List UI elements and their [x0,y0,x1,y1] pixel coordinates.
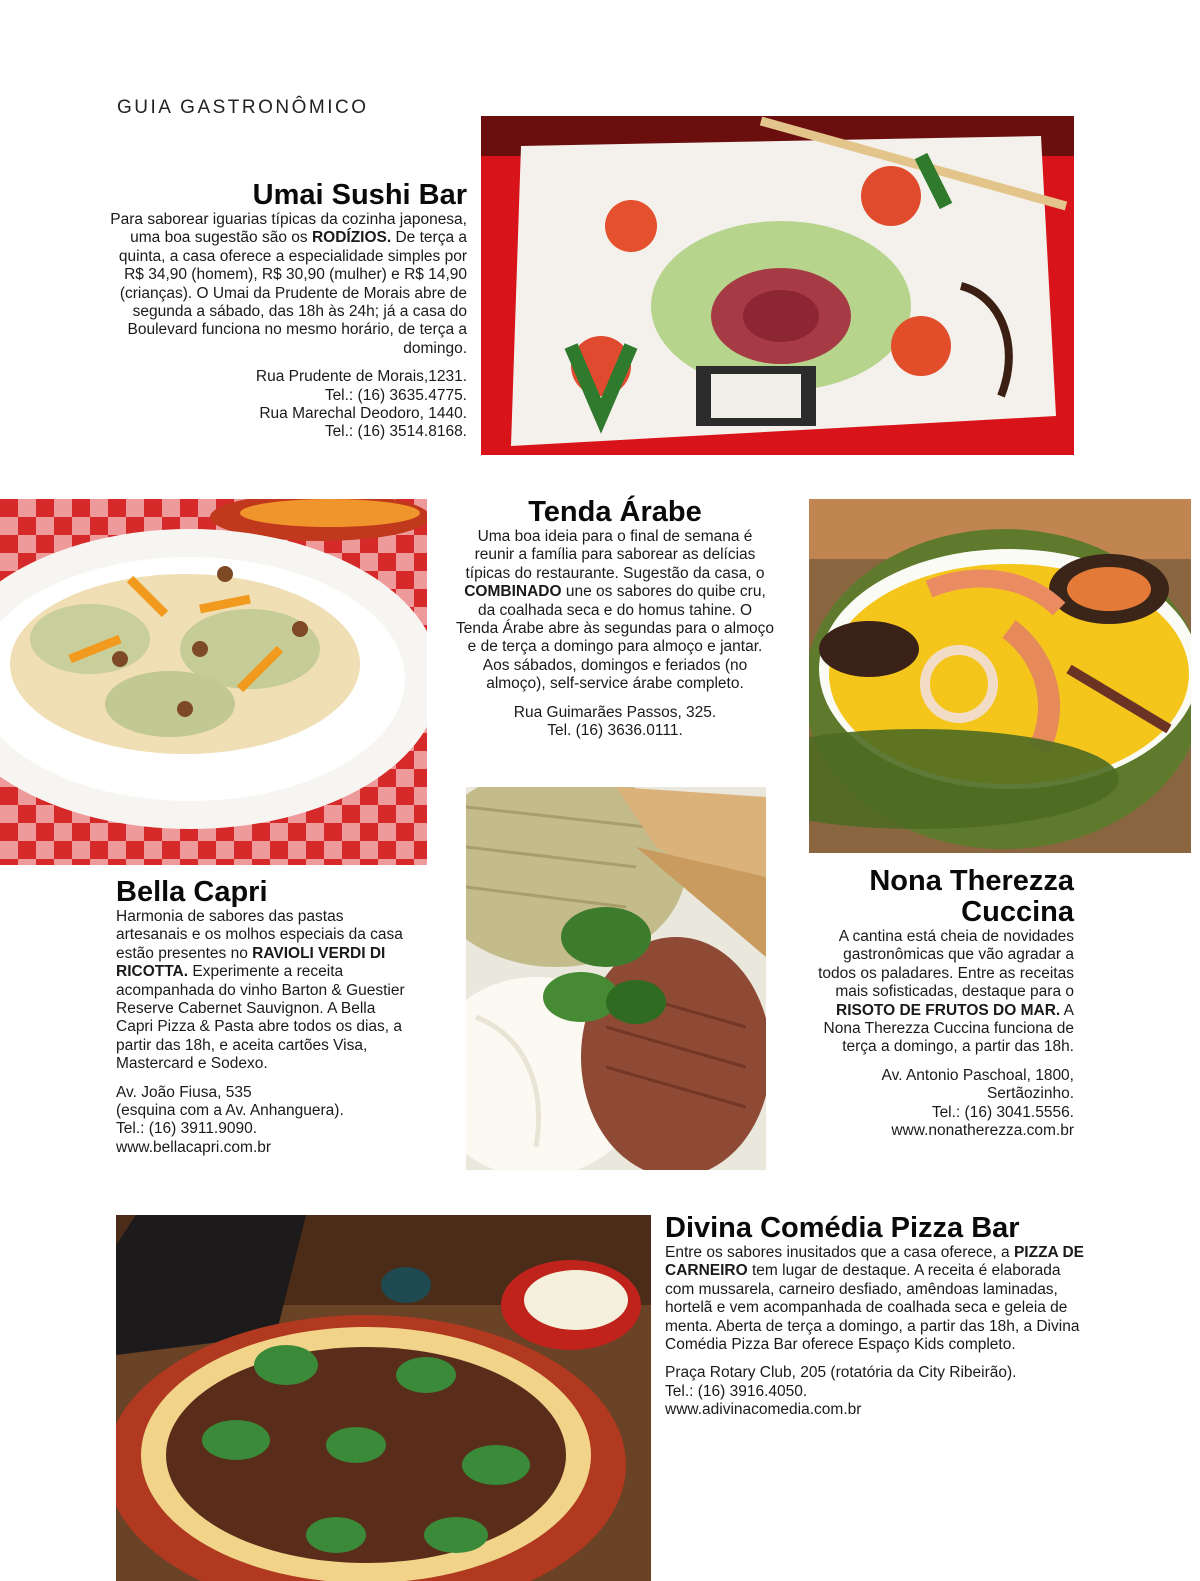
restaurant-name: Bella Capri [116,876,268,908]
phone-line: Tel.: (16) 3635.4775. [324,386,467,404]
risotto-photo [809,499,1191,853]
umai-sushi-bar-entry [100,180,467,442]
description-text: tem lugar de destaque. A receita é elaborada com mussarela, carneiro desfiado, amêndoas laminadas, hortelã e vem acompanhada de coalhada seca e geleia de menta. Aberta de terça a domingo, a partir das 18h, a Divina Comédia Pizza Bar oferece Espaço Kids completo. [665,1262,1080,1354]
tenda-arabe-entry [456,497,774,740]
restaurant-name: Tenda Árabe [528,496,702,528]
description [116,908,416,1074]
description-text: A Nona Therezza Cuccina funciona de terça a domingo, a partir das 18h. [823,1001,1074,1056]
description [456,528,774,694]
phone-line: Tel.: (16) 3041.5556. [931,1103,1074,1121]
phone-line: Tel.: (16) 3916.4050. [665,1382,808,1400]
phone-line: Tel. (16) 3636.0111. [547,722,683,740]
description [100,211,467,358]
website-line: www.nonatherezza.com.br [891,1122,1074,1140]
address-line: Rua Guimarães Passos, 325. [513,703,717,721]
description-text: Para saborear iguarias típicas da cozinha japonesa, uma boa sugestão são os [110,211,467,247]
description-text: Uma boa ideia para o final de semana é reunir a família para saborear as delícias típicas do restaurante. Sugestão da casa, o [465,528,765,582]
address-line: Av. João Fiusa, 535 [116,1083,252,1101]
contact-info [665,1364,1085,1419]
contact-info [456,704,774,741]
phone-line: Tel.: (16) 3514.8168. [324,423,467,441]
restaurant-name-line: Cuccina [961,896,1074,928]
phone-line: Tel.: (16) 3911.9090. [116,1120,258,1138]
address-line: Sertãozinho. [986,1085,1074,1103]
ravioli-photo [0,499,427,865]
contact-info [805,1067,1074,1141]
restaurant-name-line: Nona Therezza [869,865,1074,897]
featured-dish: PIZZA DE CARNEIRO [665,1244,1085,1280]
restaurant-name [805,866,1074,928]
section-header: GUIA GASTRONÔMICO [117,97,369,118]
featured-dish: RISOTO DE FRUTOS DO MAR. [836,1001,1061,1019]
address-line: Rua Prudente de Morais,1231. [255,368,467,386]
description-text: Experimente a receita acompanhada do vinho Barton & Guestier Reserve Cabernet Sauvignon. A Bella Capri Pizza & Pasta abre todos os dias, a partir das 18h, e aceita cartões Visa, Mastercard e Sodexo. [116,963,405,1073]
featured-dish: COMBINADO [464,583,562,601]
sushi-photo [481,116,1074,455]
lamb-pizza-photo [116,1215,651,1581]
featured-dish: RODÍZIOS. [311,229,392,247]
contact-info [116,1084,416,1158]
description [805,928,1074,1057]
address-line: Rua Marechal Deodoro, 1440. [259,405,467,423]
restaurant-name: Umai Sushi Bar [252,179,467,211]
address-line: Av. Antonio Paschoal, 1800, [881,1066,1074,1084]
divina-comedia-entry [665,1213,1085,1420]
arabic-dishes-photo [466,787,766,1170]
bella-capri-entry [116,877,416,1157]
restaurant-name: Divina Comédia Pizza Bar [665,1212,1020,1244]
address-line: (esquina com a Av. Anhanguera). [116,1102,344,1120]
website-line: www.adivinacomedia.com.br [665,1401,862,1419]
featured-dish: RAVIOLI VERDI DI RICOTTA. [116,944,386,981]
address-line: Praça Rotary Club, 205 (rotatória da City Ribeirão). [665,1364,1017,1382]
nona-therezza-entry [805,866,1074,1140]
description-text: Entre os sabores inusitados que a casa oferece, a [665,1244,1010,1261]
website-line: www.bellacapri.com.br [116,1138,272,1156]
description-text: De terça a quinta, a casa oferece a especialidade simples por R$ 34,90 (homem), R$ 30,90 (mulher) e R$ 14,90 (crianças). O Umai da Prudente de Morais abre de segunda a sábado, das 18h às 24h; já a casa do Boulevard funciona no mesmo horário, de terça a domingo. [118,229,467,357]
description-text: A cantina está cheia de novidades gastronômicas que vão agradar a todos os paladares. Entre as receitas mais sofisticadas, destaque para o [818,928,1074,1001]
contact-info [100,368,467,442]
description [665,1244,1085,1354]
description-text: Harmonia de sabores das pastas artesanais e os molhos especiais da casa estão presentes no [116,908,403,962]
description-text: une os sabores do quibe cru, da coalhada seca e do homus tahine. O Tenda Árabe abre às segundas para o almoço e de terça a domingo para almoço e jantar. Aos sábados, domingos e feriados (no almoço), self-service árabe completo. [456,583,774,693]
